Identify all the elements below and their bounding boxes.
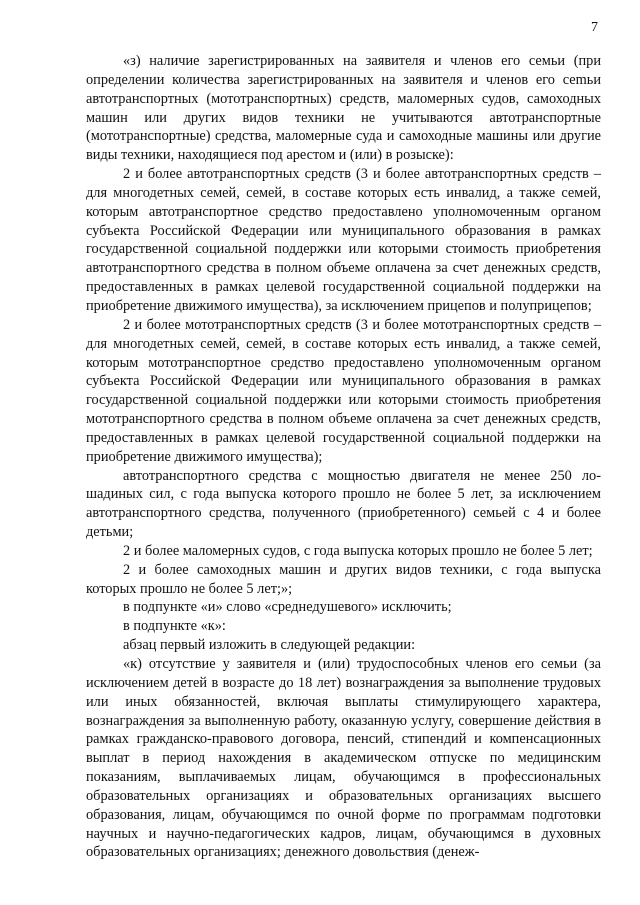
document-body bbox=[86, 52, 601, 862]
paragraph-self-propelled: 2 и более самоходных машин и других видов техники, с года выпуска которых прошло не более 5 лет;»; bbox=[86, 561, 601, 597]
paragraph-small-vessels: 2 и более маломерных судов, с года выпуска которых прошло не более 5 лет; bbox=[123, 542, 593, 559]
paragraph-k-text: «к) отсутствие у заявителя и (или) трудоспособных членов его семьи (за исключением детей в возрасте до 18 лет) вознаграждения за выполнение трудовых или иных обязанностей, включая выплаты стимулирующего характера, вознаграждения за выполненную работу, оказанную услугу, совершение действия в рамках гражданско-правового договора, пенсий, стипендий и компенсационных выплат в период нахождения в академическом отпуске по медицинским показаниям, выплачиваемых лицам, обучающимся в профессиональных образовательных организациях и образовательных организациях высшего образования, лицам, обучающимся по очной форме по программам подготовки научных и научно-педагогических кадров, лицам, обучающимся в духовных образовательных организациях; денежного довольствия (денеж- bbox=[86, 656, 601, 861]
page-number: 7 bbox=[591, 20, 598, 35]
paragraph-auto-vehicles: 2 и более автотранспортных средств (3 и более автотранспортных средств – для многодетных семей, семей, в составе которых есть инвалид, а также семей, которым автотранспортное средство предоставлено уполномоченным органом субъекта Российской Федерации или муниципального образования в рамках государственной социальной поддержки или которыми стоимость приобретения автотранспортного средства в полном объеме оплачена за счет денежных средств, предоставленных в рамках целевой государственной социальной поддержки на приобретение движимого имущества), за исключением прицепов и полуприцепов; bbox=[86, 166, 601, 314]
paragraph-subitem-i: в подпункте «и» слово «среднедушевого» исключить; bbox=[123, 599, 452, 616]
paragraph-engine-power: автотранспортного средства с мощностью двигателя не менее 250 лошадиных сил, с года выпуска которого прошло не более 5 лет, за исключением автотранспортного средства, полученного (приобретенного) семьей с 4 и более детьми; bbox=[86, 467, 601, 541]
paragraph-first-para-edit: абзац первый изложить в следующей редакции: bbox=[123, 637, 416, 654]
paragraph-subitem-k: в подпункте «к»: bbox=[123, 618, 226, 635]
paragraph-z-intro: «з) наличие зарегистрированных на заявителя и членов его семьи (при определении количества зарегистрированных на заявителя и членов его сеmьи автотранспортных (мототранспортных) средств, маломерных судов, самоходных машин или других видов техники не учитываются автотранспортные (мототранспортные) средства, маломерные суда и самоходные машины или другие виды техники, находящиеся под арестом и (или) в розыске): bbox=[86, 53, 601, 164]
paragraph-moto-vehicles: 2 и более мототранспортных средств (3 и более мототранспортных средств – для многодетных семей, семей, в составе которых есть инвалид, а также семей, которым мототранспортное средство предоставлено уполномоченным органом субъекта Российской Федерации или муниципального образования в рамках государственной социальной поддержки или которыми стоимость приобретения мототранспортного средства в полном объеме оплачена за счет денежных средств, предоставленных в рамках целевой государственной социальной поддержки на приобретение движимого имущества); bbox=[86, 316, 601, 465]
